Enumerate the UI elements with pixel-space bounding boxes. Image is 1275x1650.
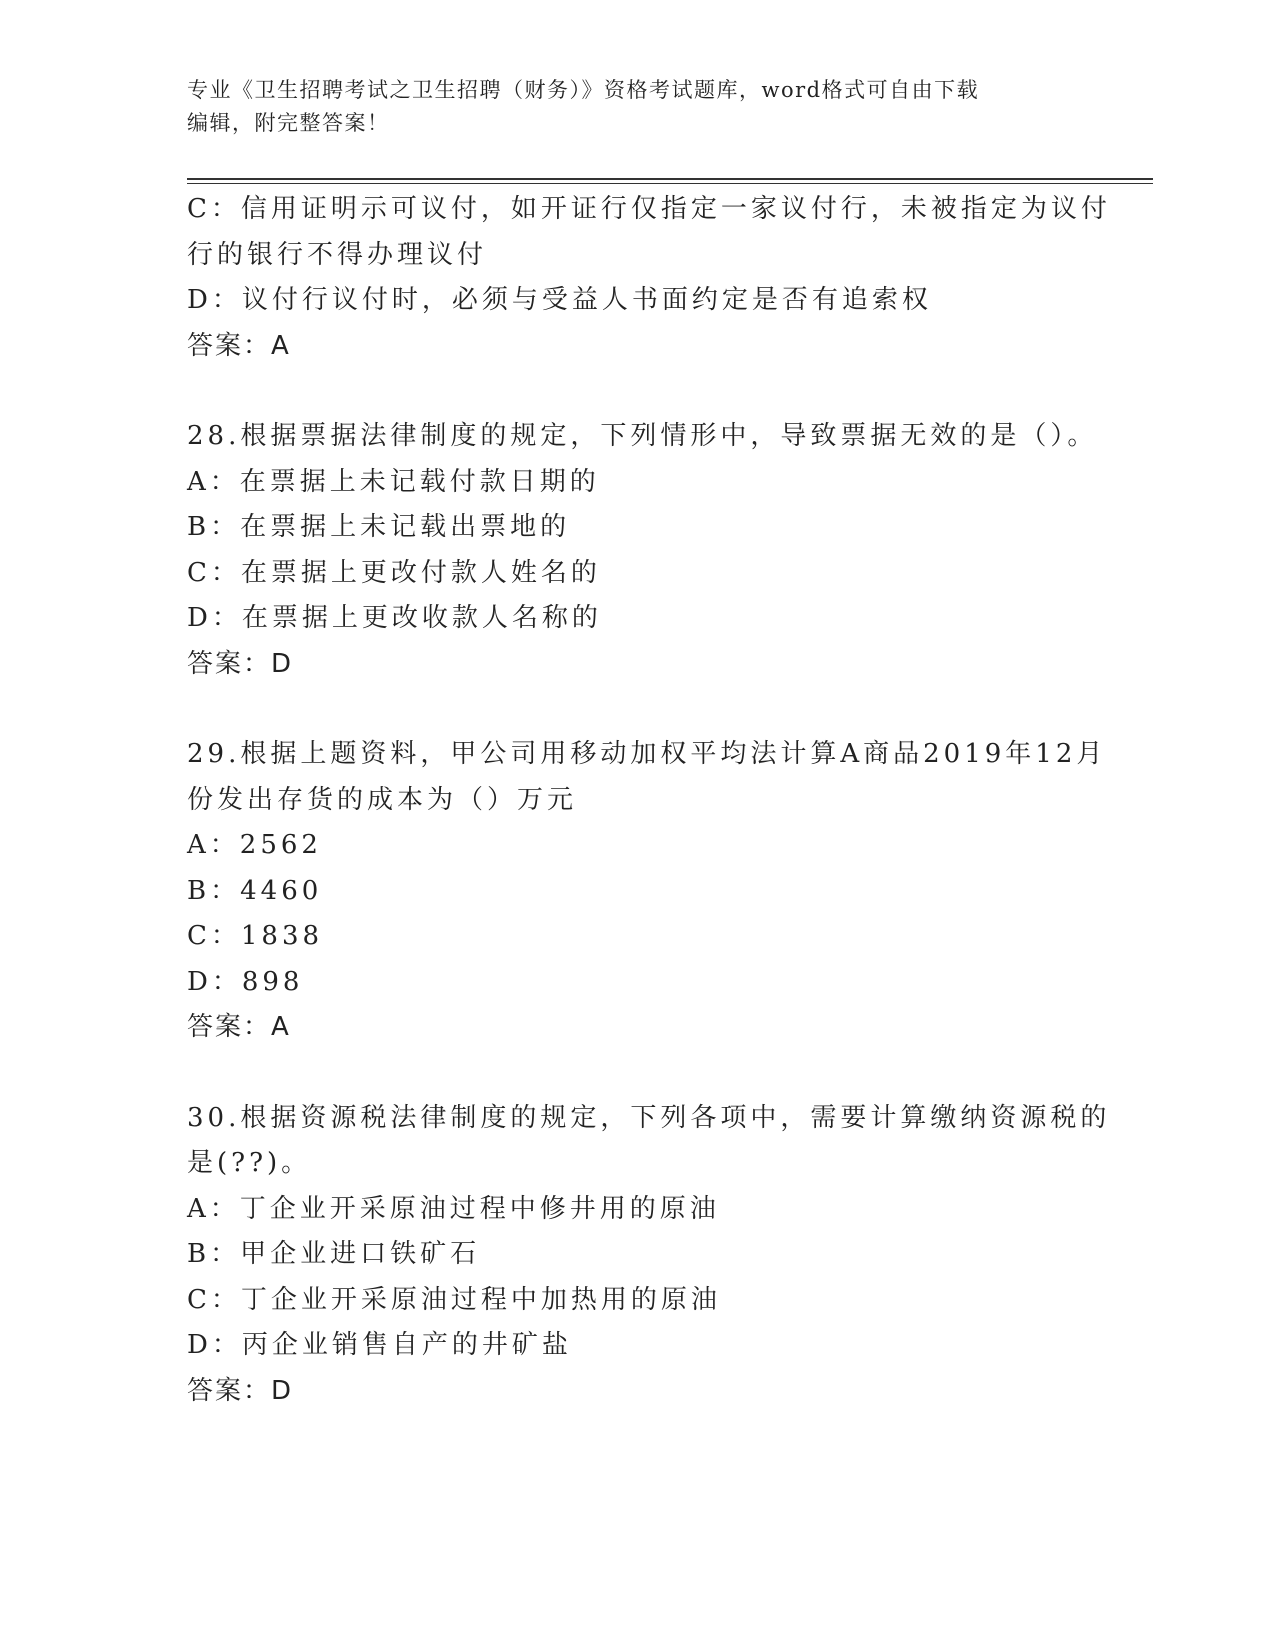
question-29	[187, 732, 1107, 1051]
header-line-1: 专业《卫生招聘考试之卫生招聘（财务）》资格考试题库，word格式可自由下载	[187, 78, 980, 102]
header-line-2: 编辑，附完整答案！	[187, 111, 390, 135]
question-27-continued	[187, 187, 1111, 369]
option-a: A：丁企业开采原油过程中修井用的原油	[187, 1193, 720, 1224]
option-b: B：在票据上未记载出票地的	[187, 512, 571, 542]
answer: 答案：A	[187, 1012, 291, 1042]
option-d: D：898	[187, 966, 304, 997]
option-c-line-1: C：信用证明示可议付，如开证行仅指定一家议付行，未被指定为议付	[187, 194, 1111, 224]
spacer	[187, 1051, 1087, 1096]
question-stem: 28.根据票据法律制度的规定，下列情形中，导致票据无效的是（）。	[187, 421, 1098, 451]
answer: 答案：A	[187, 330, 291, 361]
option-d: D：在票据上更改收款人名称的	[187, 603, 602, 633]
answer: 答案：D	[187, 1375, 294, 1406]
question-30	[187, 1096, 1111, 1415]
header-divider-thin	[187, 183, 1153, 184]
option-c: C：1838	[187, 921, 324, 951]
spacer	[187, 687, 1087, 732]
option-d: D：议付行议付时，必须与受益人书面约定是否有追索权	[187, 285, 932, 315]
question-28	[187, 414, 1098, 687]
option-c: C：在票据上更改付款人姓名的	[187, 557, 601, 588]
question-stem-line-2: 是(??)。	[187, 1148, 312, 1178]
option-b: B：4460	[187, 875, 323, 906]
option-b: B：甲企业进口铁矿石	[187, 1239, 481, 1269]
option-d: D：丙企业销售自产的井矿盐	[187, 1330, 572, 1360]
question-stem-line-1: 29.根据上题资料，甲公司用移动加权平均法计算A商品2019年12月	[187, 739, 1107, 769]
option-a: A：在票据上未记载付款日期的	[187, 466, 600, 497]
spacer	[187, 369, 1087, 414]
question-stem-line-2: 份发出存货的成本为（）万元	[187, 784, 578, 815]
question-stem-line-1: 30.根据资源税法律制度的规定，下列各项中，需要计算缴纳资源税的	[187, 1102, 1111, 1133]
header-divider-thick	[187, 178, 1153, 180]
option-c-line-2: 行的银行不得办理议付	[187, 239, 488, 270]
document-body	[187, 187, 1111, 1414]
answer: 答案：D	[187, 648, 294, 679]
document-header	[187, 74, 1067, 140]
option-c: C：丁企业开采原油过程中加热用的原油	[187, 1284, 721, 1315]
option-a: A：2562	[187, 830, 322, 860]
